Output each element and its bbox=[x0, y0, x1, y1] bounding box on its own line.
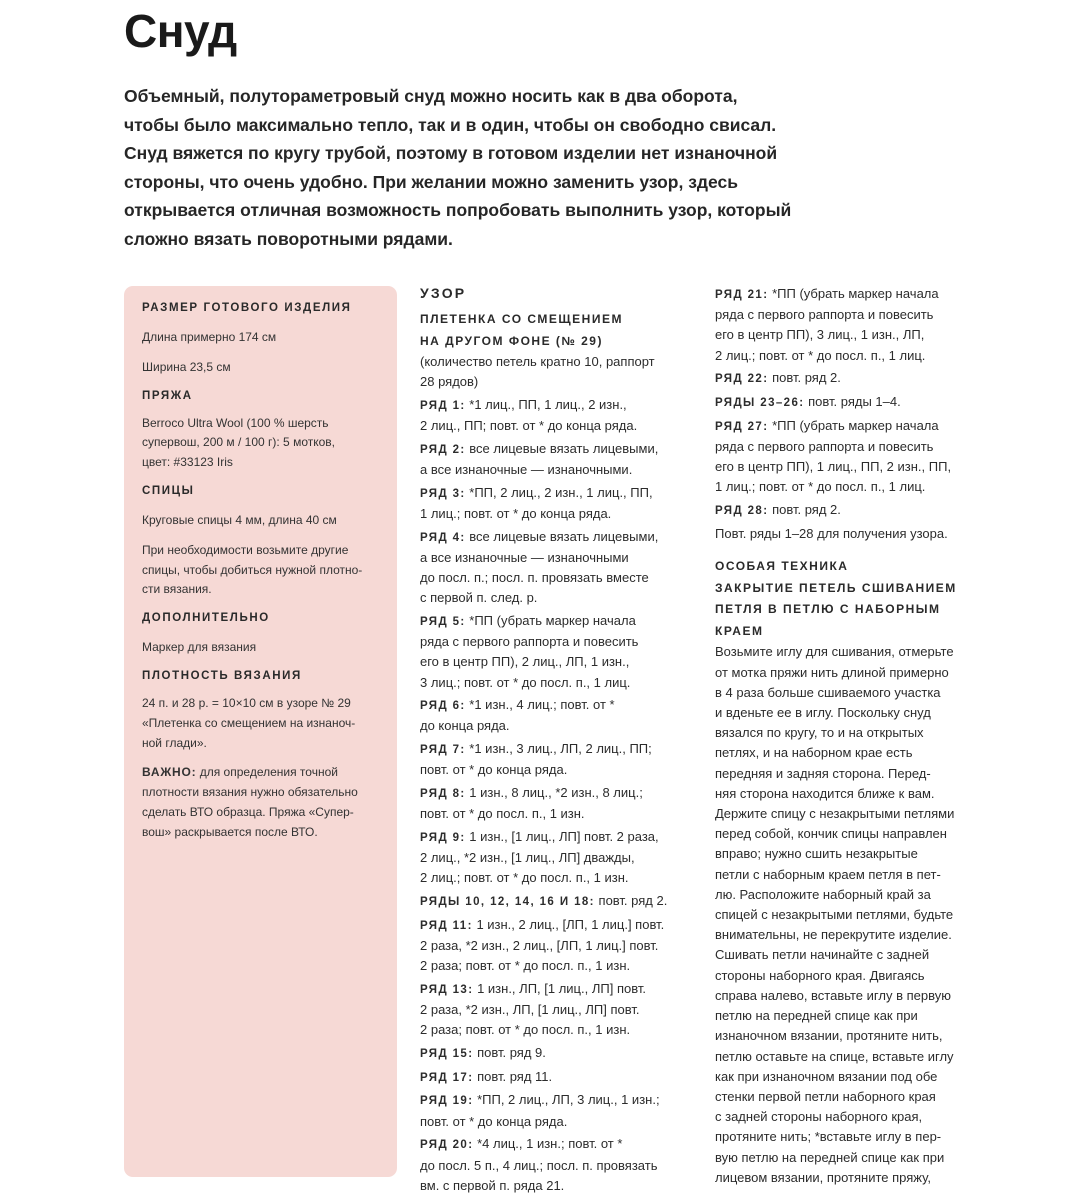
technique-line: в 4 раза больше сшиваемого участка bbox=[715, 684, 941, 700]
pattern-row-line bbox=[420, 395, 700, 416]
technique-subheading: ЗАКРЫТИЕ ПЕТЕЛЬ СШИВАНИЕМ bbox=[715, 580, 957, 595]
yarn-line: супервош, 200 м / 100 г): 5 мотков, bbox=[142, 435, 335, 450]
pattern-row-line bbox=[420, 1043, 700, 1064]
row-text: *ПП (убрать маркер начала bbox=[465, 612, 636, 628]
technique-line: изнаночном вязании, протяните нить, bbox=[715, 1028, 943, 1044]
gauge-line: 24 п. и 28 р. = 10×10 см в узоре № 29 bbox=[142, 695, 351, 710]
pattern-heading: УЗОР bbox=[420, 285, 467, 301]
technique-line: петлю оставьте на спице, вставьте иглу bbox=[715, 1048, 954, 1064]
pattern-row-line bbox=[420, 739, 700, 760]
size-heading: РАЗМЕР ГОТОВОГО ИЗДЕЛИЯ bbox=[142, 302, 352, 314]
technique-line: справа налево, вставьте иглу в первую bbox=[715, 987, 951, 1003]
pattern-rows bbox=[420, 395, 700, 1196]
pattern-row bbox=[420, 611, 700, 693]
gauge-line: «Плетенка со смещением на изнаноч- bbox=[142, 715, 356, 730]
row-label: РЯДЫ 10, 12, 14, 16 И 18: bbox=[420, 896, 595, 909]
technique-line: внимательны, не перекрутите изделие. bbox=[715, 927, 952, 943]
pattern-row bbox=[420, 1134, 700, 1196]
technique-line: няя сторона находится ближе к вам. bbox=[715, 785, 935, 801]
size-text bbox=[142, 328, 390, 378]
pattern-row bbox=[420, 527, 700, 609]
pattern-note-line: (количество петель кратно 10, раппорт bbox=[420, 354, 655, 369]
row-label: РЯД 11: bbox=[420, 919, 473, 932]
important-line: сделать ВТО образца. Пряжа «Супер- bbox=[142, 804, 354, 819]
row-text: 1 изн., 8 лиц., *2 изн., 8 лиц.; bbox=[465, 785, 643, 801]
pattern-row-line: а все изнаночные — изнаночными. bbox=[420, 462, 633, 478]
technique-line: спицей с незакрытыми петлями, будьте bbox=[715, 907, 954, 923]
pattern-row-line: ряда с первого раппорта и повесить bbox=[715, 438, 934, 454]
technique-line: от мотка пряжи нить длиной примерно bbox=[715, 664, 949, 680]
pattern-row-line: его в центр ПП), 3 лиц., 1 изн., ЛП, bbox=[715, 327, 925, 343]
pattern-row bbox=[420, 1090, 700, 1131]
needles-line: Круговые спицы 4 мм, длина 40 см bbox=[142, 512, 337, 527]
technique-line: с задней стороны наборного края, bbox=[715, 1109, 923, 1125]
pattern-row bbox=[420, 439, 700, 480]
pattern-row bbox=[420, 1043, 700, 1064]
pattern-row bbox=[715, 284, 995, 366]
pattern-row bbox=[420, 891, 700, 912]
intro-line: Объемный, полутораметровый снуд можно носить как в два оборота, bbox=[124, 86, 738, 106]
important-line bbox=[142, 763, 390, 783]
pattern-row-line bbox=[420, 1134, 700, 1155]
pattern-row-line: а все изнаночные — изнаночными bbox=[420, 549, 629, 565]
extra-text bbox=[142, 638, 390, 658]
row-label: РЯД 15: bbox=[420, 1048, 474, 1060]
important-note bbox=[142, 763, 390, 842]
pattern-row bbox=[715, 392, 995, 413]
pattern-row-line: повт. от * до конца ряда. bbox=[420, 762, 568, 778]
pattern-row-line: 2 лиц., *2 изн., [1 лиц., ЛП] дважды, bbox=[420, 850, 635, 866]
pattern-row-line: до посл. 5 п., 4 лиц.; посл. п. провязать bbox=[420, 1157, 658, 1173]
row-label: РЯД 2: bbox=[420, 443, 466, 456]
row-label: РЯД 13: bbox=[420, 983, 474, 996]
pattern-row-line: до посл. п.; посл. п. провязать вместе bbox=[420, 570, 649, 586]
gauge-text bbox=[142, 694, 390, 753]
row-text: повт. ряд 9. bbox=[473, 1045, 546, 1060]
pattern-row bbox=[420, 739, 700, 780]
pattern-row bbox=[715, 500, 995, 521]
gauge-heading: ПЛОТНОСТЬ ВЯЗАНИЯ bbox=[142, 669, 302, 682]
intro-line: сложно вязать поворотными рядами. bbox=[124, 228, 453, 249]
size-line: Длина примерно 174 см bbox=[142, 330, 277, 344]
row-text: повт. ряд 2. bbox=[594, 893, 668, 909]
important-label: ВАЖНО: bbox=[142, 765, 197, 780]
row-label: РЯД 17: bbox=[420, 1071, 474, 1084]
yarn-line: цвет: #33123 Iris bbox=[142, 455, 233, 470]
pattern-row-line: 2 раза, *2 изн., 2 лиц., [ЛП, 1 лиц.] повт. bbox=[420, 937, 659, 953]
technique-line: вую петлю на передней спице как при bbox=[715, 1149, 945, 1165]
pattern-row-line: вм. с первой п. ряда 21. bbox=[420, 1177, 565, 1193]
row-text: *1 лиц., ПП, 1 лиц., 2 изн., bbox=[465, 396, 627, 412]
pattern-row-line bbox=[420, 783, 700, 804]
page-title: Снуд bbox=[124, 5, 237, 57]
row-text: *ПП (убрать маркер начала bbox=[768, 286, 939, 301]
pattern-row bbox=[420, 979, 700, 1041]
pattern-row-line: 2 лиц.; повт. от * до посл. п., 1 лиц. bbox=[715, 347, 926, 363]
row-text: 1 изн., [1 лиц., ЛП] повт. 2 раза, bbox=[465, 828, 659, 844]
pattern-row-line bbox=[420, 1067, 700, 1088]
pattern-note-line: 28 рядов) bbox=[420, 374, 479, 390]
pattern-row-line: с первой п. след. р. bbox=[420, 590, 538, 606]
row-text: *ПП, 2 лиц., 2 изн., 1 лиц., ПП, bbox=[465, 484, 653, 500]
pattern-row bbox=[715, 368, 995, 389]
pattern-row-line: его в центр ПП), 1 лиц., ПП, 2 изн., ПП, bbox=[715, 459, 952, 475]
pattern-row bbox=[420, 1067, 700, 1088]
row-label: РЯД 21: bbox=[715, 289, 769, 301]
important-line: вош» раскрывается после ВТО. bbox=[142, 824, 318, 839]
technique-line: и вденьте ее в иглу. Поскольку снуд bbox=[715, 705, 931, 721]
technique-subheading: КРАЕМ bbox=[715, 623, 764, 638]
row-label: РЯД 20: bbox=[420, 1139, 474, 1152]
pattern-subheading: ПЛЕТЕНКА СО СМЕЩЕНИЕМ bbox=[420, 312, 623, 326]
materials-content bbox=[142, 300, 390, 843]
row-text: *1 изн., 4 лиц.; повт. от * bbox=[465, 697, 615, 713]
row-text: все лицевые вязать лицевыми, bbox=[465, 440, 659, 456]
row-text: 1 изн., ЛП, [1 лиц., ЛП] повт. bbox=[473, 980, 646, 996]
repeat-note: Повт. ряды 1–28 для получения узора. bbox=[715, 525, 948, 541]
pattern-row-line bbox=[420, 611, 700, 632]
yarn-line: Berroco Ultra Wool (100 % шерсть bbox=[142, 415, 329, 430]
pattern-row-line bbox=[420, 483, 700, 504]
technique-line: как при изнаночном вязании под обе bbox=[715, 1068, 938, 1084]
technique-line: петлях, и на наборном крае есть bbox=[715, 745, 913, 761]
intro-line: стороны, что очень удобно. При желании можно заменить узор, здесь bbox=[124, 171, 739, 192]
pattern-subheading: НА ДРУГОМ ФОНЕ (№ 29) bbox=[420, 333, 603, 348]
pattern-row bbox=[420, 783, 700, 824]
needles-note-line: сти вязания. bbox=[142, 582, 212, 597]
pattern-rows-continued bbox=[715, 284, 995, 521]
needles-heading: СПИЦЫ bbox=[142, 484, 195, 497]
needles-note-line: спицы, чтобы добиться нужной плотно- bbox=[142, 562, 363, 577]
row-label: РЯД 19: bbox=[420, 1095, 474, 1108]
pattern-row-line bbox=[420, 827, 700, 848]
row-text: *ПП, 2 лиц., ЛП, 3 лиц., 1 изн.; bbox=[473, 1092, 660, 1108]
technique-line: стороны наборного края. Двигаясь bbox=[715, 967, 925, 983]
pattern-row-line bbox=[715, 392, 995, 413]
technique-line: лю. Расположите наборный край за bbox=[715, 886, 931, 902]
pattern-row-line: 2 раза; повт. от * до посл. п., 1 изн. bbox=[420, 1022, 631, 1038]
intro-line: чтобы было максимально тепло, так и в один, чтобы он свободно свисал. bbox=[124, 114, 777, 135]
pattern-row-line: 2 лиц.; повт. от * до посл. п., 1 изн. bbox=[420, 870, 629, 886]
technique-line: Возьмите иглу для сшивания, отмерьте bbox=[715, 644, 954, 660]
pattern-row-line bbox=[420, 439, 700, 460]
pattern-row-line: 1 лиц.; повт. от * до конца ряда. bbox=[420, 505, 612, 521]
technique-line: петлю на передней спице как при bbox=[715, 1008, 918, 1024]
pattern-row bbox=[420, 695, 700, 736]
technique-line: передняя и задняя сторона. Перед- bbox=[715, 765, 931, 781]
pattern-row-line bbox=[420, 695, 700, 716]
row-text: повт. ряд 2. bbox=[768, 370, 841, 386]
materials-sidebar bbox=[124, 286, 397, 1177]
pattern-row-line: ряда с первого раппорта и повесить bbox=[715, 307, 934, 323]
yarn-text bbox=[142, 414, 390, 473]
extra-line: Маркер для вязания bbox=[142, 640, 257, 655]
row-text: *1 изн., 3 лиц., ЛП, 2 лиц., ПП; bbox=[465, 741, 652, 757]
intro-line: открывается отличная возможность попробовать выполнить узор, который bbox=[124, 200, 792, 221]
pattern-row-line bbox=[420, 891, 700, 912]
pattern-row-line: ряда с первого раппорта и повесить bbox=[420, 634, 639, 650]
row-label: РЯД 3: bbox=[420, 487, 466, 500]
pattern-row bbox=[715, 416, 995, 498]
pattern-row-line: 3 лиц.; повт. от * до посл. п., 1 лиц. bbox=[420, 674, 631, 690]
pattern-row-line: повт. от * до посл. п., 1 изн. bbox=[420, 806, 585, 822]
row-text: повт. ряды 1–4. bbox=[804, 394, 901, 410]
pattern-row-line: 2 раза; повт. от * до посл. п., 1 изн. bbox=[420, 958, 631, 974]
needles-note bbox=[142, 541, 390, 600]
technique-line: стенки первой петли наборного края bbox=[715, 1088, 936, 1104]
row-label: РЯД 28: bbox=[715, 505, 769, 518]
technique-line: Сшивать петли начинайте с задней bbox=[715, 947, 930, 963]
technique-heading: ОСОБАЯ ТЕХНИКА bbox=[715, 559, 849, 574]
row-label: РЯДЫ 23–26: bbox=[715, 397, 805, 410]
pattern-row-line bbox=[420, 915, 700, 936]
technique-subheading: ПЕТЛЯ В ПЕТЛЮ С НАБОРНЫМ bbox=[715, 602, 941, 617]
pattern-row bbox=[420, 915, 700, 977]
extra-heading: ДОПОЛНИТЕЛЬНО bbox=[142, 612, 270, 625]
intro-line: Снуд вяжется по кругу трубой, поэтому в готовом изделии нет изнаночной bbox=[124, 143, 778, 164]
row-label: РЯД 5: bbox=[420, 615, 466, 628]
row-label: РЯД 7: bbox=[420, 744, 466, 757]
row-text: повт. ряд 2. bbox=[768, 502, 841, 518]
pattern-row-line: 2 лиц., ПП; повт. от * до конца ряда. bbox=[420, 418, 638, 434]
row-label: РЯД 27: bbox=[715, 420, 769, 433]
row-text: *ПП (убрать маркер начала bbox=[768, 417, 939, 433]
needles-text bbox=[142, 511, 390, 531]
technique-line: протяните нить; *вставьте иглу в пер- bbox=[715, 1129, 942, 1145]
pattern-column-continued bbox=[715, 284, 995, 1190]
row-text: 1 изн., 2 лиц., [ЛП, 1 лиц.] повт. bbox=[472, 916, 665, 932]
technique-line: перед собой, кончик спицы направлен bbox=[715, 826, 947, 842]
technique-line: петли с наборным краем петля в пет- bbox=[715, 866, 941, 882]
pattern-row-line bbox=[420, 1090, 700, 1111]
row-text: *4 лиц., 1 изн.; повт. от * bbox=[473, 1136, 623, 1152]
technique-line: лицевом вязании, протяните пряжу, bbox=[715, 1169, 931, 1185]
technique-line: вязался по кругу, то и на открытых bbox=[715, 725, 924, 741]
pattern-row bbox=[420, 827, 700, 889]
pattern-row-line: 1 лиц.; повт. от * до посл. п., 1 лиц. bbox=[715, 479, 926, 495]
yarn-heading: ПРЯЖА bbox=[142, 389, 193, 402]
pattern-row-line bbox=[715, 416, 995, 437]
row-text: все лицевые вязать лицевыми, bbox=[465, 528, 659, 544]
pattern-row-line bbox=[715, 500, 995, 521]
important-text: для определения точной bbox=[196, 765, 338, 780]
row-text: повт. ряд 11. bbox=[473, 1068, 553, 1084]
row-label: РЯД 9: bbox=[420, 831, 466, 844]
pattern-note bbox=[420, 352, 700, 392]
row-label: РЯД 8: bbox=[420, 788, 466, 801]
pattern-row-line bbox=[715, 368, 995, 389]
intro-paragraph bbox=[124, 82, 824, 254]
pattern-row bbox=[420, 483, 700, 524]
pattern-row bbox=[420, 395, 700, 436]
pattern-row-line: до конца ряда. bbox=[420, 718, 510, 734]
size-line: Ширина 23,5 см bbox=[142, 359, 231, 374]
pattern-row-line: повт. от * до конца ряда. bbox=[420, 1113, 568, 1129]
pattern-row-line bbox=[420, 527, 700, 548]
important-line: плотности вязания нужно обязательно bbox=[142, 785, 358, 800]
row-label: РЯД 22: bbox=[715, 373, 769, 386]
pattern-row-line: 2 раза, *2 изн., ЛП, [1 лиц., ЛП] повт. bbox=[420, 1002, 640, 1018]
gauge-line: ной глади». bbox=[142, 735, 207, 750]
section-gap bbox=[715, 546, 995, 556]
technique-line: Держите спицу с незакрытыми петлями bbox=[715, 806, 955, 822]
row-label: РЯД 4: bbox=[420, 531, 466, 544]
technique-text bbox=[715, 642, 995, 1187]
needles-note-line: При необходимости возьмите другие bbox=[142, 542, 349, 557]
pattern-row-line: его в центр ПП), 2 лиц., ЛП, 1 изн., bbox=[420, 654, 630, 670]
pattern-row-line bbox=[420, 979, 700, 1000]
row-label: РЯД 6: bbox=[420, 700, 466, 713]
technique-line: вправо; нужно сшить незакрытые bbox=[715, 846, 918, 862]
row-label: РЯД 1: bbox=[420, 399, 466, 412]
pattern-column bbox=[420, 285, 700, 1198]
pattern-row-line bbox=[715, 284, 995, 305]
